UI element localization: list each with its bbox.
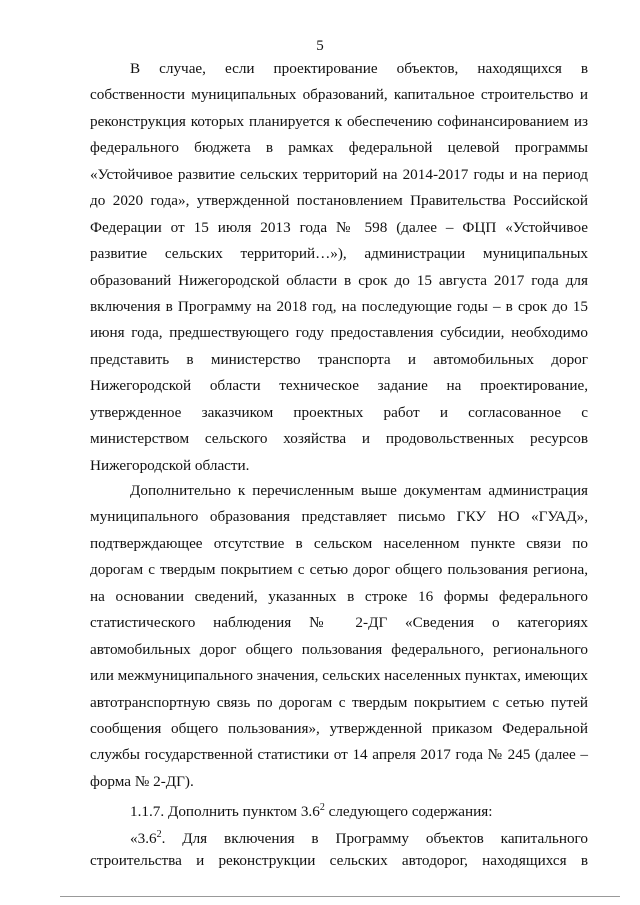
text-line: реконструкция которых планируется к обеспечению софинансированием из — [90, 112, 588, 130]
text-line: утвержденное заказчиком проектных работ и согласованное с — [90, 403, 588, 421]
text-line: Нижегородской области техническое задание на проектирование, — [90, 377, 588, 395]
text-line: на основании сведений, указанных в строке 16 формы федерального — [90, 587, 588, 605]
page-bottom-rule — [60, 896, 620, 897]
paragraph-new-clause — [90, 822, 588, 875]
text-line: статистического наблюдения № 2-ДГ «Сведения о категориях — [90, 614, 588, 632]
text-line: собственности муниципальных образований, капитальное строительство и — [90, 86, 588, 104]
text-line: Федерации от 15 июля 2013 года № 598 (далее – ФЦП «Устойчивое — [90, 218, 588, 236]
text-line: службы государственной статистики от 14 апреля 2017 года № 245 (далее – — [90, 746, 588, 764]
text-line — [90, 795, 588, 821]
text-line: сообщения общего пользования», утвержденной приказом Федеральной — [90, 719, 588, 737]
text-line: развитие сельских территорий…»), администрации муниципальных — [90, 245, 588, 263]
text-line: строительства и реконструкции сельских автодорог, находящихся в — [90, 852, 588, 870]
text-line: представить в министерство транспорта и автомобильных дорог — [90, 350, 588, 368]
text-line: дорогам с твердым покрытием с сетью дорог общего пользования региона, — [90, 561, 588, 579]
text-line: форма № 2-ДГ). — [90, 772, 194, 790]
text-line: федерального бюджета в рамках федеральной целевой программы — [90, 139, 588, 157]
text-line: до 2020 года», утвержденной постановлением Правительства Российской — [90, 192, 588, 210]
text-line: автотранспортную связь по дорогам с твердым покрытием с сетью путей — [90, 693, 588, 711]
text-line: или межмуниципального значения, сельских населенных пунктах, имеющих — [90, 667, 588, 685]
amendment-text-end: следующего содержания: — [324, 803, 493, 821]
paragraph-additional-documents — [90, 478, 588, 795]
page-number: 5 — [316, 38, 324, 54]
superscript: 2 — [319, 802, 325, 813]
text-line: включения в Программу на 2018 год, на последующие годы – в срок до 15 — [90, 297, 588, 315]
text-line: образований Нижегородской области в срок до 15 августа 2017 года для — [90, 271, 588, 289]
paragraph-amendment-clause — [90, 795, 588, 821]
text-line: подтверждающее отсутствие в сельском населенном пункте связи по — [90, 534, 588, 552]
text-line: министерством сельского хозяйства и продовольственных ресурсов — [90, 430, 588, 448]
text-line: В случае, если проектирование объектов, находящихся в — [130, 60, 588, 77]
paragraph-design-documentation — [90, 56, 588, 479]
superscript: 2 — [156, 829, 162, 840]
text-line: автомобильных дорог общего пользования федерального, регионального — [90, 640, 588, 658]
clause-number: «3.6 — [130, 830, 157, 848]
text-line: муниципального образования представляет письмо ГКУ НО «ГУАД», — [90, 508, 588, 526]
text-line: «Устойчивое развитие сельских территорий на 2014-2017 годы и на период — [90, 165, 588, 183]
text-line: Дополнительно к перечисленным выше документам администрация — [130, 482, 588, 499]
text-line: июня года, предшествующего году предоставления субсидии, необходимо — [90, 324, 588, 342]
text-line — [90, 822, 588, 848]
text-line: Нижегородской области. — [90, 456, 250, 474]
amendment-text: 1.1.7. Дополнить пунктом 3.6 — [130, 803, 320, 821]
clause-text: . Для включения в Программу объектов капитального — [161, 830, 588, 848]
